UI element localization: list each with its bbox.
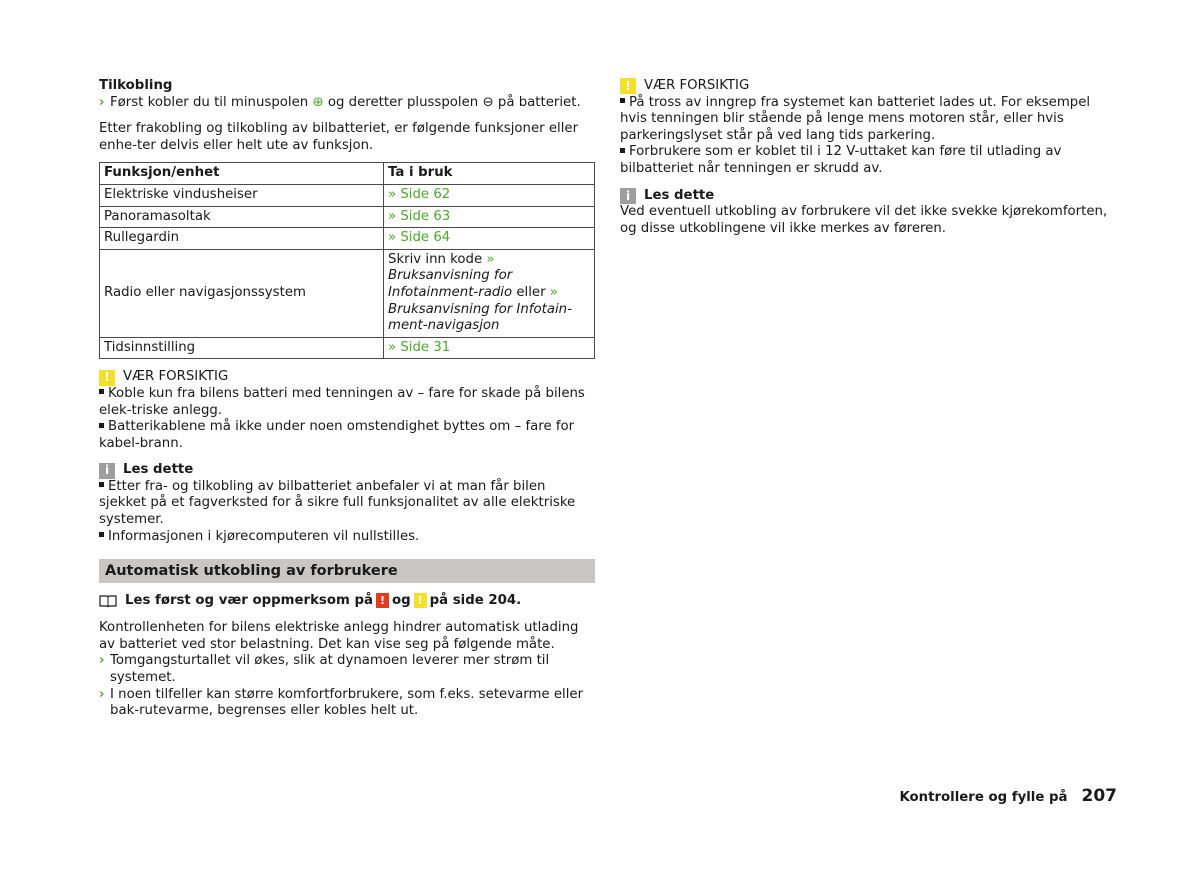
page-footer — [899, 786, 1117, 806]
table-row: Panoramasoltak » Side 63 — [100, 206, 595, 228]
note-heading: i Les dette — [99, 462, 595, 479]
info-icon: i — [99, 463, 115, 479]
caution-item: Koble kun fra bilens batteri med tenningen av – fare for skade på bilens elek-triske anlegg. — [99, 385, 585, 418]
arrow-icon: › — [99, 653, 105, 669]
left-column — [99, 78, 595, 720]
warning-icon: ! — [620, 78, 636, 94]
page-link[interactable]: » Side 62 — [384, 184, 595, 206]
table-row: Tidsinnstilling » Side 31 — [100, 337, 595, 359]
table-header-row — [100, 163, 595, 185]
right-column — [620, 78, 1120, 237]
page-link[interactable]: » Side 31 — [384, 337, 595, 359]
page-link[interactable]: » Side 63 — [384, 206, 595, 228]
caution-heading: ! VÆR FORSIKTIG — [620, 78, 1120, 95]
section-title: Automatisk utkobling av forbrukere — [99, 559, 595, 583]
page-number: 207 — [1081, 786, 1117, 806]
book-icon — [99, 595, 117, 607]
table-row: Rullegardin » Side 64 — [100, 228, 595, 250]
table-row: Elektriske vindusheiser » Side 62 — [100, 184, 595, 206]
caution-heading: ! VÆR FORSIKTIG — [99, 369, 595, 386]
footer-section: Kontrollere og fylle på — [899, 790, 1068, 805]
plus-pole-icon: ⊕ — [312, 94, 324, 110]
warning-icon: ! — [99, 370, 115, 386]
page-link[interactable]: » Side 64 — [384, 228, 595, 250]
arrow-icon: › — [99, 94, 105, 110]
step-item: › Tomgangsturtallet vil økes, slik at dynamoen leverer mer strøm til systemet. — [99, 653, 550, 686]
note-text: Ved eventuell utkobling av forbrukere vil det ikke svekke kjørekomforten, og disse utkoblingene vil ikke merkes av føreren. — [620, 204, 1108, 236]
minus-pole-icon: ⊖ — [482, 94, 494, 110]
caution-item: Forbrukere som er koblet til i 12 V-uttaket kan føre til utlading av bilbatteriet når tenningen er skrudd av. — [620, 144, 1062, 176]
function-table — [99, 162, 595, 359]
danger-icon[interactable]: ! — [376, 593, 389, 608]
tilkobling-step: › Først kobler du til minuspolen ⊕ og deretter plusspolen ⊖ på batteriet. — [99, 94, 581, 110]
note-item: Etter fra- og tilkobling av bilbatteriet anbefaler vi at man får bilen sjekket på et fagverksted for å sikre full funksjonalitet av alle elektriske systemer. — [99, 478, 576, 528]
caution-item: På tross av inngrep fra systemet kan batteriet lades ut. For eksempel hvis tenningen blir stående på lenge mens motoren står, eller hvis parkeringslyset står på ved lang tids parkering. — [620, 94, 1091, 143]
info-icon: i — [620, 188, 636, 204]
table-row: Radio eller navigasjonssystem Skriv inn kode » Bruksanvisning for Infotainment-radio eller » Bruksanvisning for Infotain-ment-navigasjon — [100, 249, 595, 337]
radio-ref-cell: Skriv inn kode » Bruksanvisning for Infotainment-radio eller » Bruksanvisning for Infotain-ment-navigasjon — [384, 249, 595, 337]
body-paragraph: Kontrollenheten for bilens elektriske anlegg hindrer automatisk utlading av batteriet ved stor belastning. Det kan vise seg på følgende måte. — [99, 620, 579, 652]
read-first-line: Les først og vær oppmerksom på ! og ! på side 204. — [99, 593, 595, 608]
caution-item: Batterikablene må ikke under noen omstendighet byttes om – fare for kabel-brann. — [99, 419, 575, 451]
table-header: Ta i bruk — [384, 163, 595, 185]
arrow-icon: › — [99, 686, 105, 702]
intro-paragraph: Etter frakobling og tilkobling av bilbatteriet, er følgende funksjoner eller enhe-ter delvis eller helt ute av funksjon. — [99, 121, 579, 153]
table-header: Funksjon/enhet — [100, 163, 384, 185]
step-item: › I noen tilfeller kan større komfortforbrukere, som f.eks. setevarme eller bak-rutevarme, begrenses eller kobles helt ut. — [99, 686, 584, 719]
note-heading: i Les dette — [620, 188, 1120, 205]
tilkobling-title: Tilkobling — [99, 78, 173, 93]
warning-icon[interactable]: ! — [414, 593, 427, 608]
note-item: Informasjonen i kjørecomputeren vil nullstilles. — [99, 529, 595, 546]
